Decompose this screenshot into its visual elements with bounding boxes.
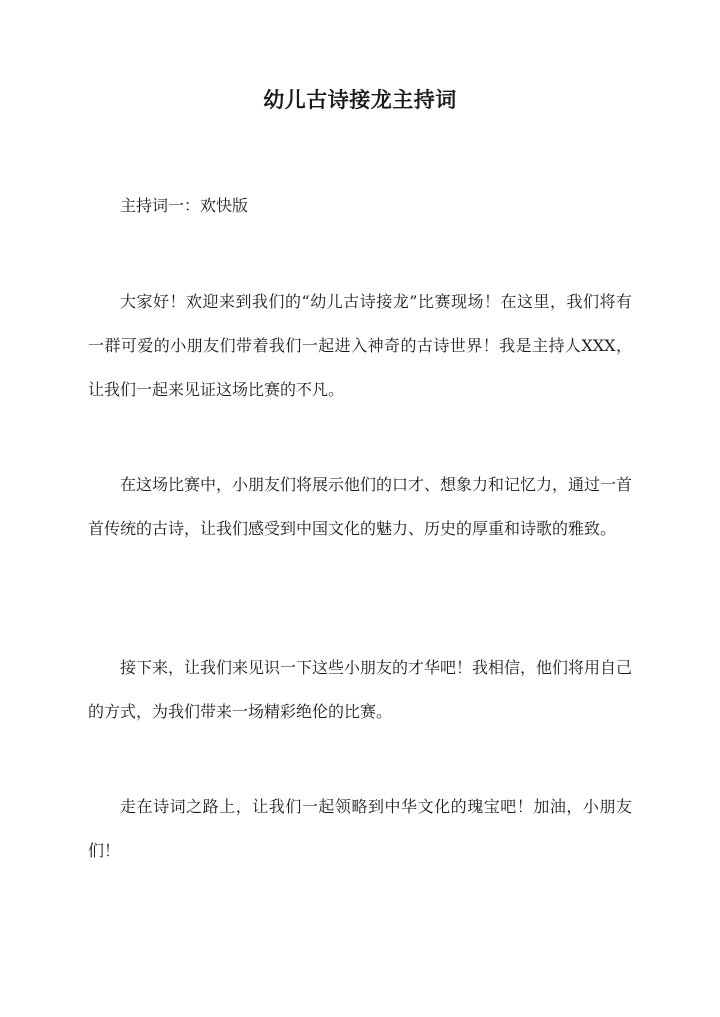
section-heading: 主持词一：欢快版 xyxy=(120,196,249,215)
paragraph-talent: 接下来，让我们来见识一下这些小朋友的才华吧！我相信，他们将用自己的方式，为我们带来一场精彩绝伦的比赛。 xyxy=(88,658,633,721)
document-title: 幼儿古诗接龙主持词 xyxy=(263,87,457,112)
paragraph-welcome: 大家好！欢迎来到我们的“幼儿古诗接龙”比赛现场！在这里，我们将有一群可爱的小朋友们带着我们一起进入神奇的古诗世界！我是主持人XXX，让我们一起来见证这场比赛的不凡。 xyxy=(88,292,632,399)
paragraph-competition: 在这场比赛中，小朋友们将展示他们的口才、想象力和记忆力，通过一首首传统的古诗，让我们感受到中国文化的魅力、历史的厚重和诗歌的雅致。 xyxy=(88,475,633,538)
paragraph-closing: 走在诗词之路上，让我们一起领略到中华文化的瑰宝吧！加油，小朋友们！ xyxy=(88,797,632,860)
